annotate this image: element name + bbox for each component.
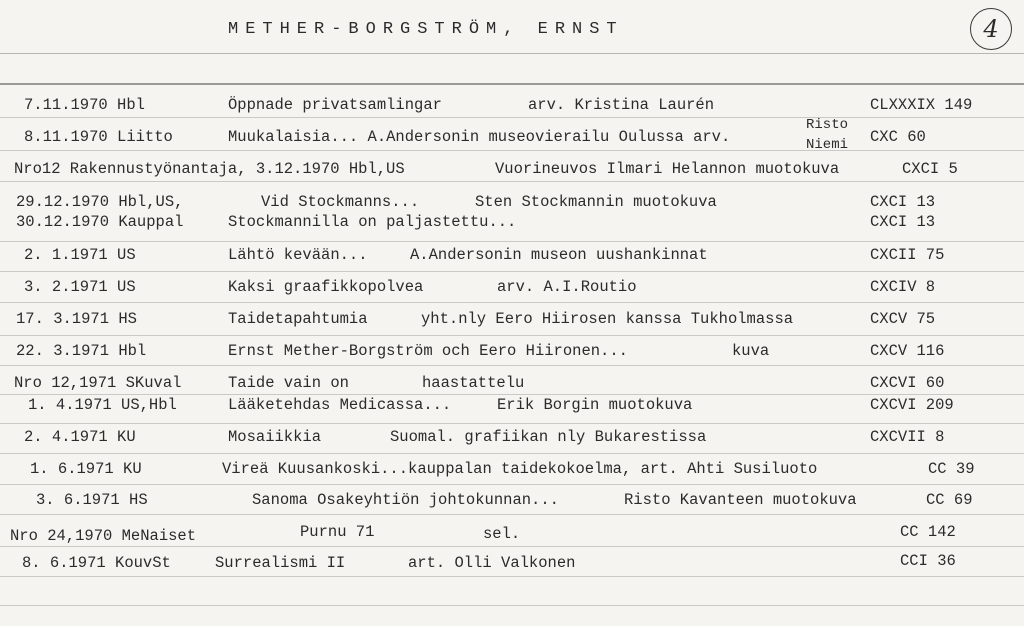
entry-reference: CXC 60: [870, 128, 926, 146]
row-rule: [0, 117, 1024, 118]
row-rule: [0, 241, 1024, 242]
entry-date: 1. 6.1971 KU: [30, 460, 142, 478]
row-rule: [0, 335, 1024, 336]
entry-description: Sanoma Osakeyhtiön johtokunnan...: [252, 491, 559, 509]
entry-description: Taide vain on: [228, 374, 349, 392]
entry-date: Nro 12,1971 SKuval: [14, 374, 182, 392]
entry-date: 2. 4.1971 KU: [24, 428, 136, 446]
entry-date: 2. 1.1971 US: [24, 246, 136, 264]
row-rule: [0, 605, 1024, 606]
entry-note: sel.: [483, 525, 521, 543]
entry-reference: CXCII 75: [870, 246, 945, 264]
row-rule: [0, 150, 1024, 151]
entry-description: Surrealismi II: [215, 554, 346, 572]
entry-reference: CC 142: [900, 523, 956, 541]
entry-description: Lääketehdas Medicassa...: [228, 396, 452, 414]
row-rule: [0, 576, 1024, 577]
entry-note: Suomal. grafiikan nly Bukarestissa: [390, 428, 707, 446]
entry-description: Kaksi graafikkopolvea: [228, 278, 424, 296]
entry-reference: CC 69: [926, 491, 973, 509]
row-rule: [0, 181, 1024, 182]
card-number-badge: 4: [970, 8, 1012, 50]
entry-reference: CXCV 75: [870, 310, 936, 328]
entry-description: Stockmannilla on paljastettu...: [228, 213, 517, 231]
entry-description: Ernst Mether-Borgström och Eero Hiironen...: [228, 342, 628, 360]
entry-reference: CXCVI 209: [870, 396, 954, 414]
entry-note: haastattelu: [422, 374, 525, 392]
row-rule: [0, 546, 1024, 547]
row-rule: [0, 394, 1024, 395]
entry-note: arv. A.I.Routio: [497, 278, 637, 296]
row-rule: [0, 423, 1024, 424]
entry-note: Erik Borgin muotokuva: [497, 396, 693, 414]
entry-note: A.Andersonin museon uushankinnat: [410, 246, 708, 264]
entry-reference: CXCI 13: [870, 193, 936, 211]
row-rule: [0, 453, 1024, 454]
card-title: METHER-BORGSTRÖM, ERNST: [228, 20, 624, 39]
entry-description: Öppnade privatsamlingar: [228, 96, 442, 114]
entry-reference: CXCVI 60: [870, 374, 945, 392]
entry-note: arv. Kristina Laurén: [528, 96, 715, 114]
entry-note-top: Risto: [806, 117, 849, 133]
entry-date: 30.12.1970 Kauppal: [16, 213, 184, 231]
entry-note: art. Olli Valkonen: [408, 554, 576, 572]
entry-line: Nro12 Rakennustyönantaja, 3.12.1970 Hbl,US: [14, 160, 405, 178]
header-rule: [0, 53, 1024, 54]
entry-description: Vid Stockmanns...: [261, 193, 420, 211]
entry-reference: CLXXXIX 149: [870, 96, 973, 114]
row-rule: [0, 514, 1024, 515]
entry-date: 3. 2.1971 US: [24, 278, 136, 296]
entry-note-bottom: Niemi: [806, 137, 849, 153]
entry-note: Sten Stockmannin muotokuva: [475, 193, 717, 211]
entry-date: 22. 3.1971 Hbl: [16, 342, 147, 360]
entry-note: Vuorineuvos Ilmari Helannon muotokuva: [495, 160, 840, 178]
entry-description: Vireä Kuusankoski...kauppalan taidekokoelma, art. Ahti Susiluoto: [222, 460, 818, 478]
entry-reference: CXCVII 8: [870, 428, 945, 446]
row-rule: [0, 302, 1024, 303]
row-rule: [0, 271, 1024, 272]
entry-description: Purnu 71: [300, 523, 375, 541]
entry-reference: CXCV 116: [870, 342, 945, 360]
entry-description: Mosaiikkia: [228, 428, 322, 446]
row-rule: [0, 365, 1024, 366]
entry-description: Taidetapahtumia: [228, 310, 368, 328]
entry-date: 3. 6.1971 HS: [36, 491, 148, 509]
entry-date: 7.11.1970 Hbl: [24, 96, 145, 114]
entry-date: 17. 3.1971 HS: [16, 310, 137, 328]
header-rule: [0, 83, 1024, 85]
row-rule: [0, 484, 1024, 485]
entry-reference: CC 39: [928, 460, 975, 478]
entry-reference: CXCIV 8: [870, 278, 936, 296]
entry-note: kuva: [732, 342, 770, 360]
entry-reference: CCI 36: [900, 552, 956, 570]
entry-note: yht.nly Eero Hiirosen kanssa Tukholmassa: [421, 310, 794, 328]
entry-date: 8. 6.1971 KouvSt: [22, 554, 171, 572]
entry-date: 1. 4.1971 US,Hbl: [28, 396, 177, 414]
entry-date: 29.12.1970 Hbl,US,: [16, 193, 184, 211]
entry-reference: CXCI 13: [870, 213, 936, 231]
entry-description: Lähtö kevään...: [228, 246, 368, 264]
entry-description: Muukalaisia... A.Andersonin museovierailu Oulussa arv.: [228, 128, 731, 146]
entry-date: Nro 24,1970 MeNaiset: [10, 527, 197, 545]
entry-note: Risto Kavanteen muotokuva: [624, 491, 857, 509]
entry-date: 8.11.1970 Liitto: [24, 128, 173, 146]
entry-reference: CXCI 5: [902, 160, 958, 178]
